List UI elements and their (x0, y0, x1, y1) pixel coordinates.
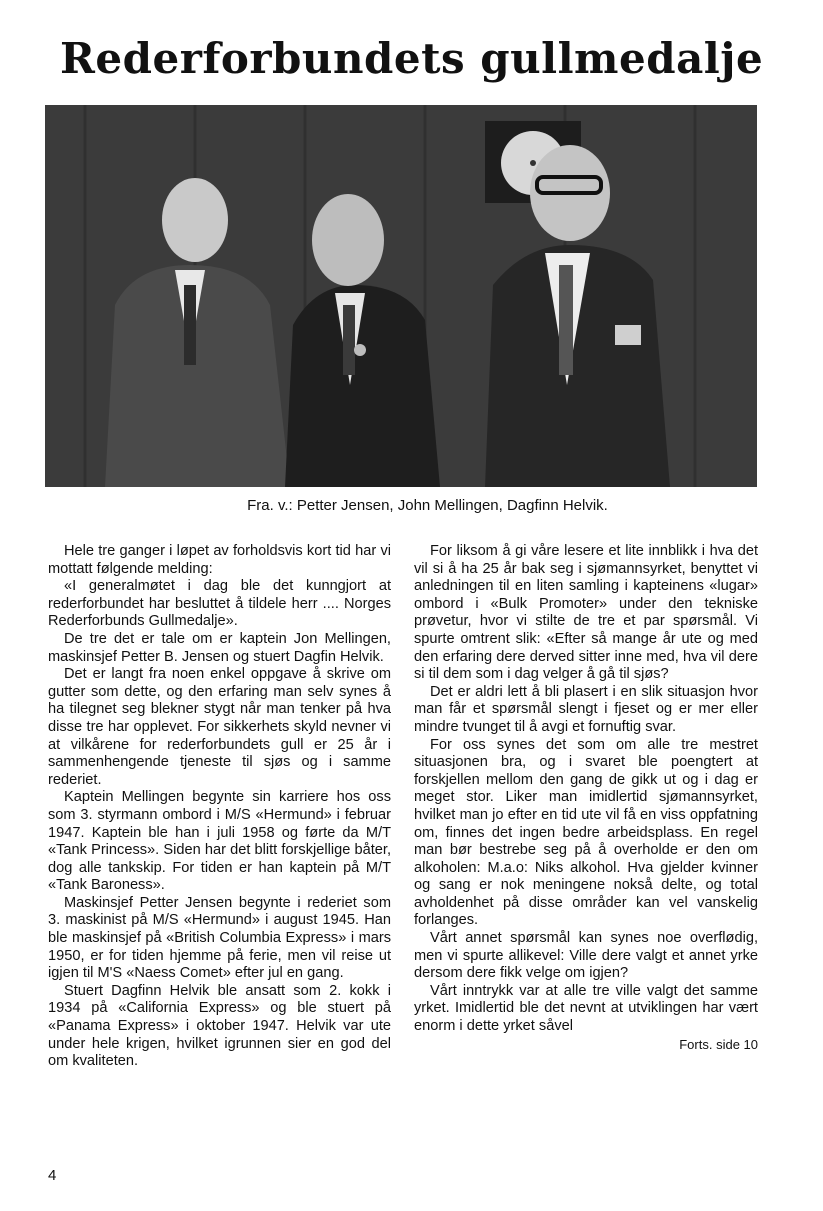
photo-caption: Fra. v.: Petter Jensen, John Mellingen, Dagfinn Helvik. (247, 497, 608, 514)
paragraph: Vårt annet spørsmål kan synes noe overflødig, men vi spurte allikevel: Ville dere valgt et annet yrke dersom dere fikk velge om igjen? (414, 930, 758, 982)
article-column-left (48, 543, 391, 1071)
paragraph: De tre det er tale om er kaptein Jon Mellingen, maskinsjef Petter B. Jensen og stuert Dagfin Helvik. (48, 630, 391, 665)
paragraph: Det er aldri lett å bli plasert i en slik situasjon hvor man får et spørsmål slengt i fjeset og er mer eller mindre tvunget til å avgi et fornuftig svar. (414, 683, 758, 735)
paragraph: «I generalmøtet i dag ble det kunngjort at rederforbundet har besluttet å tildele herr .... Norges Rederforbunds Gullmedalje». (48, 578, 391, 630)
paragraph: For liksom å gi våre lesere et lite innblikk i hva det vil si å ha 25 år bak seg i sjømannsyrket, benyttet vi anledningen til en liten samling i kapteinens «lugar» ombord i «Bulk Promoter» under den tekniske prøvetur, hvor vi stilte de tre et par spørsmål. Vi spurte omtrent slik: «Efter så mange år ute og med den erfaring dere derved sitter inne med, hva vil dere si til dem som i dag velger å gå til sjøs? (414, 543, 758, 683)
article-column-right (414, 543, 758, 1053)
photo-illustration (45, 105, 757, 487)
page-number: 4 (48, 1167, 57, 1184)
article-title: Rederforbundets gullmedalje (60, 34, 764, 83)
paragraph: Vårt inntrykk var at alle tre ville valgt det samme yrket. Imidlertid ble det nevnt at utviklingen har vært enorm i dette yrket såvel (414, 982, 758, 1035)
continued-note: Forts. side 10 (679, 1036, 758, 1052)
paragraph: Det er langt fra noen enkel oppgave å skrive om gutter som dette, og den erfaring man selv synes å ha tilegnet seg blekner stygt når man tenker på hva disse tre har opplevet. For sikkerhets skyld nevner vi at vilkårene for rederforbundets gull er 25 år i sammenhengende tjeneste til sjøs og i samme rederiet. (48, 666, 391, 788)
paragraph: Stuert Dagfinn Helvik ble ansatt som 2. kokk i 1934 på «California Express» og ble stuert på «Panama Express» i oktober 1947. Helvik var ute under hele krigen, hvilket igrunnen sier en god del om kvaliteten. (48, 982, 391, 1070)
paragraph: Kaptein Mellingen begynte sin karriere hos oss som 3. styrmann ombord i M/S «Hermund» i februar 1947. Kaptein ble han i juli 1958 og førte da M/T «Tank Princess». Siden har det blitt forskjellige båter, dog alle tankskip. For tiden er han kaptein på M/T «Tank Baroness». (48, 789, 391, 894)
paragraph: Maskinsjef Petter Jensen begynte i rederiet som 3. maskinist på M/S «Hermund» i august 1945. Han ble maskinsjef på «British Columbia Express» i mars 1950, er for tiden hjemme på ferie, men vil reise ut igjen til M'S «Naess Comet» efter jul en gang. (48, 894, 391, 982)
group-photo (45, 105, 757, 487)
paragraph: For oss synes det som om alle tre mestret situasjonen bra, og i svaret ble poengtert at forskjellen mellom den gang de gikk ut og i dag er meget stor. Liker man imidlertid sjømannsyrket, hvilket man jo efter en tid ute vil få en viss oppfatning om, finnes det ingen bedre arbeidsplass. En regel man bør bestrebe seg på å overholde er den om alkoholen: M.a.o: Niks alkohol. Hva gjelder kvinner og sang er nok meningene nokså delte, og total avholdenhet på disse områder kan vel vanskelig forlanges. (414, 736, 758, 929)
paragraph: Hele tre ganger i løpet av forholdsvis kort tid har vi mottatt følgende melding: (48, 543, 391, 577)
